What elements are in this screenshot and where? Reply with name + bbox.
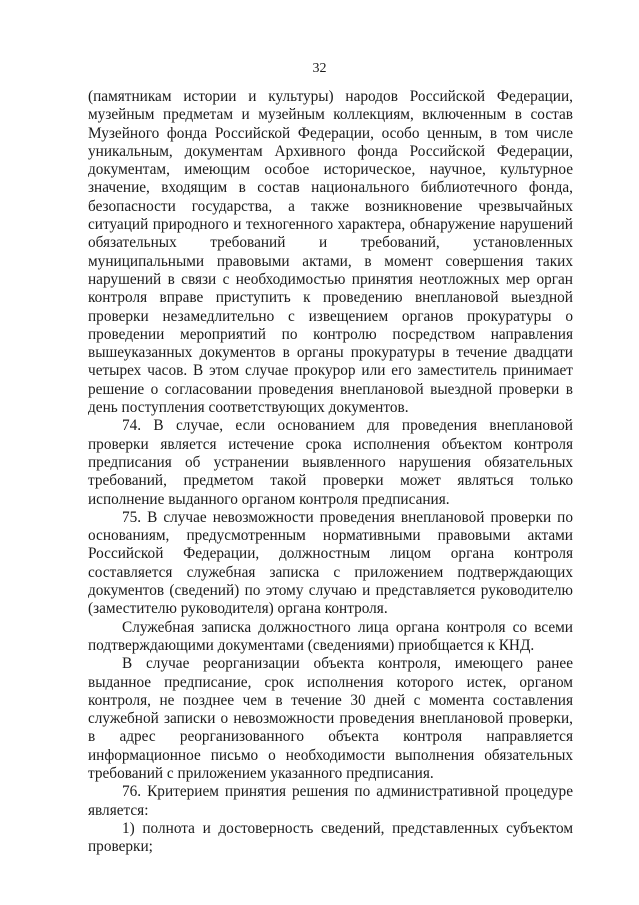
document-body	[88, 88, 573, 856]
paragraph-memo: Служебная записка должностного лица органа контроля со всеми подтверждающими документами (сведениями) приобщается к КНД.	[88, 618, 573, 654]
paragraph-74: 74. В случае, если основанием для проведения внеплановой проверки является истечение срока исполнения объектом контроля предписания об устранении выявленного нарушения обязательных требований, предметом такой проверки может являться только исполнение выданного органом контроля предписания.	[88, 417, 573, 508]
paragraph-item-1: 1) полнота и достоверность сведений, представленных субъектом проверки;	[88, 819, 573, 856]
paragraph-reorganization: В случае реорганизации объекта контроля, имеющего ранее выданное предписание, срок исполнения которого истек, органом контроля, не позднее чем в течение 30 дней с момента составления служебной записки о невозможности проведения внеплановой проверки, в адрес реорганизованного объекта контроля направляется информационное письмо о необходимости выполнения обязательных требований с приложением указанного предписания.	[88, 655, 573, 782]
page-number: 32	[312, 61, 327, 76]
paragraph-76: 76. Критерием принятия решения по административной процедуре является:	[88, 783, 573, 819]
paragraph-continuation: (памятникам истории и культуры) народов Российской Федерации, музейным предметам и музейным коллекциям, включенным в состав Музейного фонда Российской Федерации, особо ценным, в том числе уникальным, документам Архивного фонда Российской Федерации, документам, имеющим особое историческое, научное, культурное значение, входящим в состав национального библиотечного фонда, безопасности государства, а также возникновение чрезвычайных ситуаций природного и техногенного характера, обнаружение нарушений обязательных требований и требований, установленных муниципальными правовыми актами, в момент совершения таких нарушений в связи с необходимостью принятия неотложных мер орган контроля вправе приступить к проведению внеплановой выездной проверки незамедлительно с извещением органов прокуратуры о проведении мероприятий по контролю посредством направления вышеуказанных документов в органы прокуратуры в течение двадцати четырех часов. В этом случае прокурор или его заместитель принимает решение о согласовании проведения внеплановой выездной проверки в день поступления соответствующих документов.	[88, 88, 573, 417]
paragraph-75: 75. В случае невозможности проведения внеплановой проверки по основаниям, предусмотренным нормативными правовыми актами Российской Федерации, должностным лицом органа контроля составляется служебная записка с приложением подтверждающих документов (сведений) по этому случаю и представляется руководителю (заместителю руководителя) органа контроля.	[88, 508, 573, 618]
